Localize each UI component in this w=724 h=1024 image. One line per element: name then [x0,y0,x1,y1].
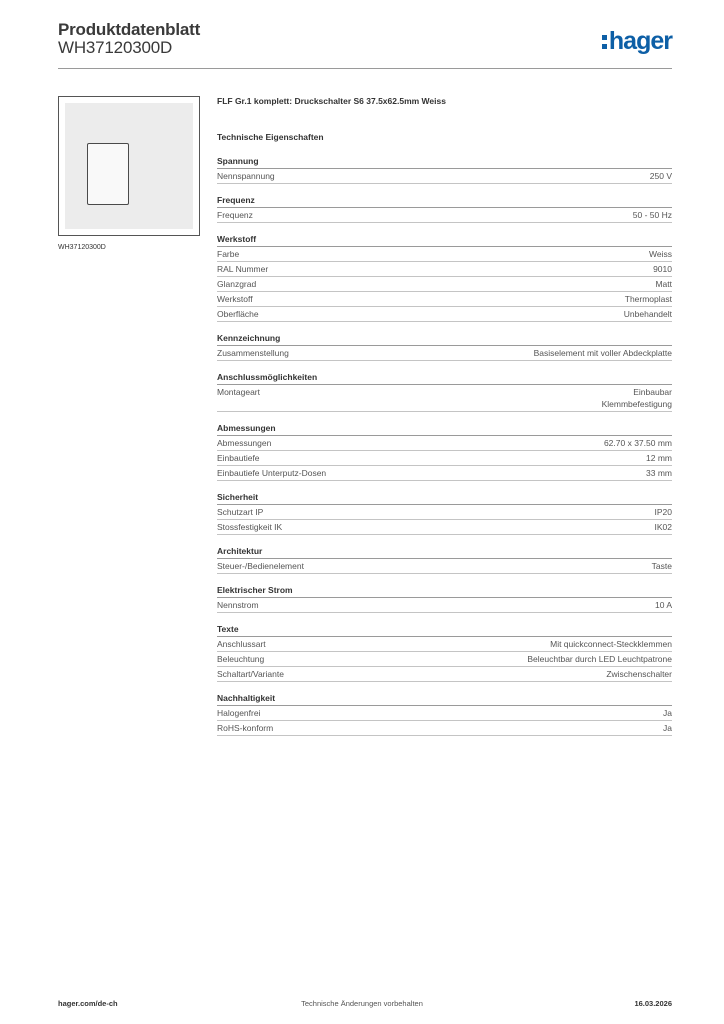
property-label: Werkstoff [217,294,253,304]
property-value-line: Mit quickconnect-Steckklemmen [550,639,672,649]
property-section [217,156,672,184]
section-title: Anschlussmöglichkeiten [217,372,672,385]
property-section [217,546,672,574]
property-value-line: Beleuchtbar durch LED Leuchtpatrone [527,654,672,664]
property-value-line: Ja [663,708,672,718]
footer-date: 16.03.2026 [634,999,672,1008]
section-title: Architektur [217,546,672,559]
property-label: Montageart [217,387,260,397]
property-value-line: Klemmbefestigung [601,399,672,409]
property-value-line: Zwischenschalter [606,669,672,679]
property-value [653,263,672,275]
property-label: Halogenfrei [217,708,261,718]
property-value-line: 33 mm [646,468,672,478]
properties-table [217,156,672,736]
logo-text: hager [608,27,672,55]
property-section [217,624,672,682]
property-value [527,653,672,665]
property-row [217,706,672,721]
property-section [217,234,672,322]
property-row [217,169,672,184]
property-value-line: 9010 [653,264,672,274]
property-value [663,722,672,734]
property-value-line: Thermoplast [624,294,672,304]
property-value-line: 10 A [654,600,672,610]
property-section [217,423,672,481]
logo-colon-icon [602,35,607,49]
product-details [217,96,672,736]
property-value [625,293,672,305]
property-row [217,652,672,667]
section-spacer [217,361,672,372]
section-spacer [217,184,672,195]
property-row [217,520,672,535]
property-value [624,308,672,320]
section-spacer [217,574,672,585]
property-label: RoHS-konform [217,723,274,733]
property-section [217,372,672,412]
product-image [58,96,200,236]
section-spacer [217,322,672,333]
property-label: Frequenz [217,210,253,220]
section-spacer [217,481,672,492]
property-value [604,437,672,449]
property-label: Schutzart IP [217,507,264,517]
property-label: Steuer-/Bedienelement [217,561,304,571]
property-label: Einbautiefe [217,453,260,463]
property-row [217,292,672,307]
property-label: Glanzgrad [217,279,257,289]
footer-notice: Technische Änderungen vorbehalten [301,999,423,1008]
property-value [534,347,672,359]
switch-plate-image [65,103,193,229]
section-spacer [217,682,672,693]
section-title: Abmessungen [217,423,672,436]
property-value-line: Taste [651,561,672,571]
property-row [217,721,672,736]
property-row [217,277,672,292]
property-row [217,307,672,322]
property-value [655,506,673,518]
property-value-line: IP20 [654,507,672,517]
property-value [650,170,672,182]
property-label: Beleuchtung [217,654,265,664]
property-value [550,638,672,650]
property-label: Oberfläche [217,309,259,319]
property-label: Stossfestigkeit IK [217,522,283,532]
property-row [217,262,672,277]
property-value-line: Matt [655,279,672,289]
property-label: Abmessungen [217,438,272,448]
property-row [217,451,672,466]
property-label: RAL Nummer [217,264,269,274]
property-value-line: Einbaubar [633,387,672,397]
property-label: Nennspannung [217,171,275,181]
property-value [646,452,672,464]
section-title: Spannung [217,156,672,169]
product-image-caption: WH37120300D [58,244,106,251]
property-row [217,346,672,361]
section-title: Nachhaltigkeit [217,693,672,706]
property-row [217,436,672,451]
property-row [217,598,672,613]
property-value-line: Weiss [649,249,672,259]
property-row [217,667,672,682]
property-label: Schaltart/Variante [217,669,284,679]
property-section [217,693,672,736]
property-row [217,466,672,481]
section-spacer [217,223,672,234]
property-section [217,492,672,535]
property-value-line: 50 - 50 Hz [632,210,672,220]
header-divider [58,68,672,69]
property-value-line: IK02 [654,522,672,532]
section-title: Texte [217,624,672,637]
section-spacer [217,613,672,624]
property-value-line: Ja [663,723,672,733]
section-title: Elektrischer Strom [217,585,672,598]
property-label: Nennstrom [217,600,259,610]
property-value [663,707,672,719]
hager-logo [602,27,672,55]
property-value [606,668,672,680]
property-value [655,599,672,611]
property-row [217,505,672,520]
section-title: Sicherheit [217,492,672,505]
footer-website: hager.com/de-ch [58,999,118,1008]
property-row [217,385,672,412]
article-number: WH37120300D [58,38,173,57]
property-value [652,560,672,572]
property-value [649,248,672,260]
property-row [217,247,672,262]
property-value-line: 12 mm [646,453,672,463]
property-value-line: 62.70 x 37.50 mm [603,438,672,448]
property-value [646,467,672,479]
property-value [602,386,672,410]
property-value-line: Unbehandelt [623,309,672,319]
property-section [217,585,672,613]
product-name: FLF Gr.1 komplett: Druckschalter S6 37.5x62.5mm Weiss [217,96,446,106]
property-row [217,559,672,574]
section-spacer [217,412,672,423]
property-section [217,333,672,361]
section-title: Kennzeichnung [217,333,672,346]
property-label: Anschlussart [217,639,266,649]
property-section [217,195,672,223]
property-label: Zusammenstellung [217,348,289,358]
section-title: Frequenz [217,195,672,208]
properties-heading: Technische Eigenschaften [217,132,324,142]
property-label: Farbe [217,249,240,259]
property-value [655,521,673,533]
switch-rocker-image [87,143,129,205]
property-value-line: Basiselement mit voller Abdeckplatte [533,348,672,358]
section-title: Werkstoff [217,234,672,247]
section-spacer [217,535,672,546]
property-label: Einbautiefe Unterputz-Dosen [217,468,327,478]
property-value [633,209,672,221]
property-value-line: 250 V [649,171,672,181]
property-row [217,208,672,223]
property-row [217,637,672,652]
property-value [655,278,672,290]
page-title: Produktdatenblatt [58,20,201,39]
